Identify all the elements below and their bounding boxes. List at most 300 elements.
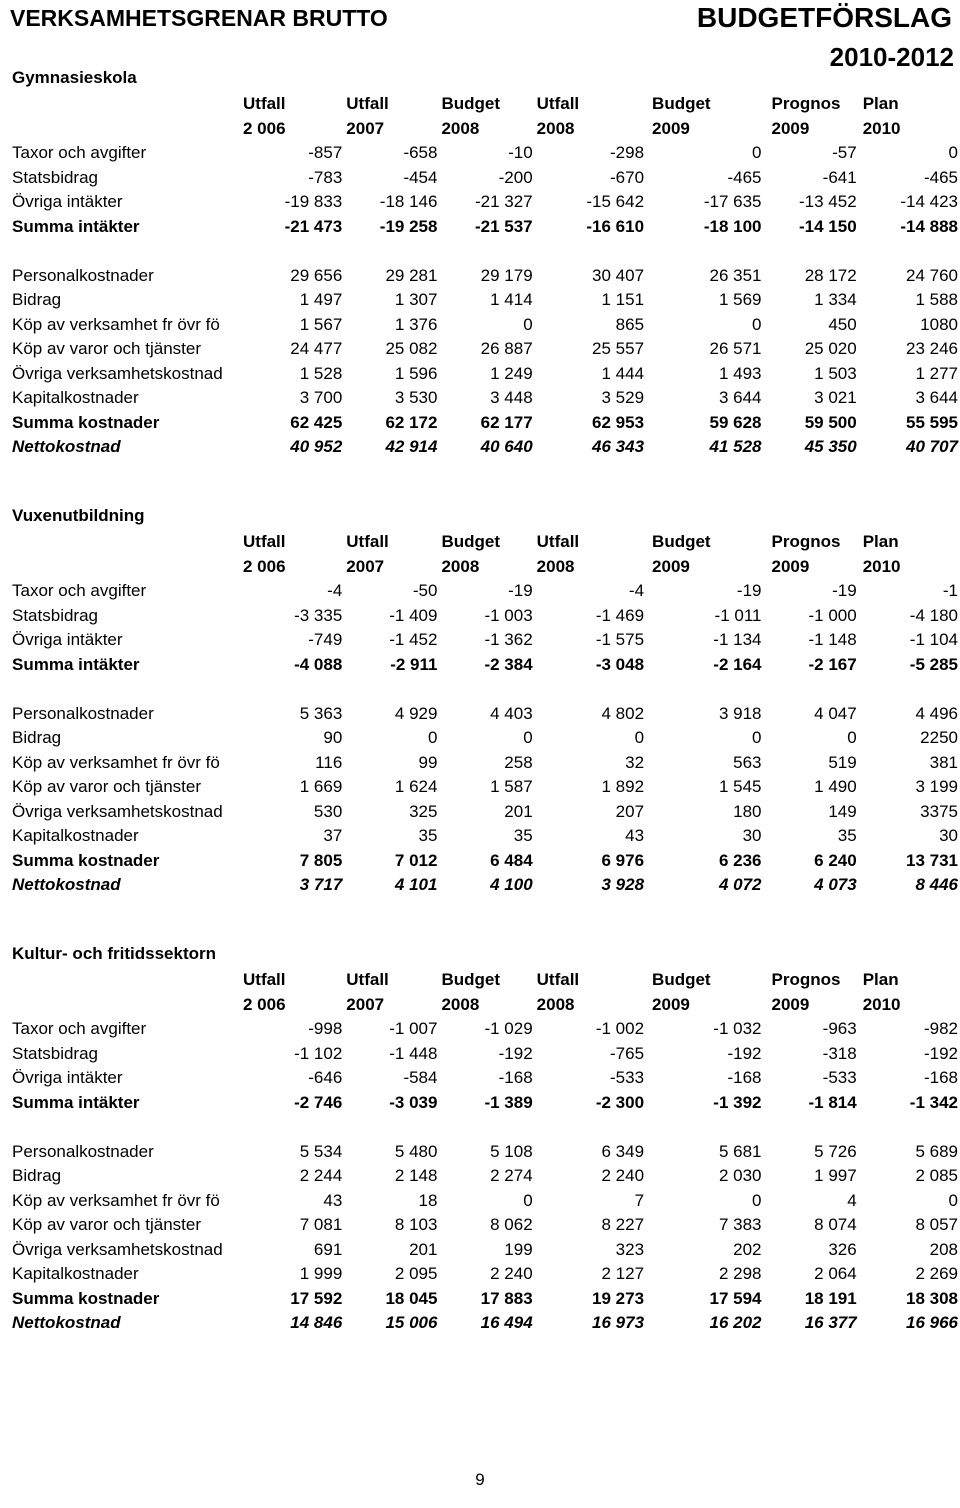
page-number: 9 (475, 1470, 485, 1489)
table-cell: 1 490 (814, 777, 857, 796)
table-row (0, 362, 960, 387)
table-cell: 4 802 (601, 703, 645, 723)
table-cell: 5 726 (814, 1141, 857, 1161)
table-cell: 62 172 (385, 412, 438, 432)
table-cell: 0 (752, 143, 762, 162)
column-header-year: 2008 (536, 994, 575, 1014)
table-cell: -658 (403, 143, 438, 162)
table-cell: 2 095 (394, 1264, 438, 1283)
table-cell: -533 (822, 1068, 857, 1087)
table-cell: 0 (752, 728, 762, 747)
table-cell: 5 681 (718, 1141, 762, 1161)
table-cell: 2250 (920, 728, 958, 747)
column-header-type: Utfall (243, 970, 286, 989)
column-header-year: 2 006 (243, 556, 286, 576)
header-row (0, 117, 960, 142)
table-cell: 45 350 (804, 437, 857, 456)
column-header-type: Utfall (536, 970, 580, 989)
table-cell: 40 707 (906, 437, 958, 456)
table-cell: 1 999 (299, 1264, 343, 1283)
table-cell: 1 151 (601, 290, 645, 309)
spacer-cell (0, 239, 960, 264)
column-header-year: 2009 (771, 994, 810, 1014)
table-cell: 6 236 (718, 850, 762, 870)
table-cell: -18 146 (379, 192, 438, 211)
table-cell: 55 595 (906, 412, 958, 432)
column-header-year: 2007 (346, 556, 385, 576)
table-cell: 530 (313, 801, 343, 821)
table-row (0, 1042, 960, 1067)
table-cell: 13 731 (906, 850, 958, 870)
row-label: Summa kostnader (12, 412, 160, 432)
table-cell: 5 108 (490, 1141, 533, 1161)
row-label: Övriga verksamhetskostnad (12, 363, 223, 383)
table-cell: 26 571 (709, 339, 762, 358)
table-cell: 32 (625, 752, 645, 772)
table-cell: 0 (752, 1190, 762, 1210)
table-cell: 26 887 (480, 339, 533, 358)
table-cell: 519 (828, 752, 857, 772)
column-header-year: 2008 (536, 118, 575, 138)
column-header-year: 2 006 (243, 118, 286, 138)
net-cost-row (0, 435, 960, 460)
row-label: Nettokostnad (12, 437, 121, 456)
table-cell: 62 953 (592, 412, 645, 432)
table-cell: -465 (727, 167, 762, 187)
table-row (0, 1213, 960, 1238)
column-header-type: Budget (441, 94, 501, 113)
table-cell: 8 227 (601, 1215, 645, 1234)
table-cell: 30 (939, 826, 958, 845)
header-blank (0, 530, 241, 555)
table-row (0, 1189, 960, 1214)
column-header-type: Utfall (346, 532, 389, 551)
row-label: Personalkostnader (12, 1141, 154, 1161)
table-cell: 4 496 (915, 703, 958, 723)
budget-table (0, 92, 960, 460)
header-row (0, 92, 960, 117)
table-row (0, 166, 960, 191)
table-cell: 16 202 (709, 1313, 762, 1332)
table-cell: -21 537 (474, 216, 533, 236)
table-cell: -1 469 (595, 605, 645, 625)
spacer-cell (0, 677, 960, 702)
table-cell: 1 503 (814, 363, 857, 383)
table-cell: 1 596 (394, 363, 438, 383)
table-cell: 1 376 (394, 314, 438, 334)
table-cell: -192 (923, 1043, 958, 1063)
budget-table (0, 968, 960, 1336)
table-cell: 450 (828, 314, 857, 334)
table-cell: 1 545 (718, 777, 762, 796)
table-cell: 29 179 (480, 265, 533, 285)
header-blank (0, 968, 241, 993)
table-cell: 1 414 (490, 290, 533, 309)
table-cell: 7 081 (299, 1215, 343, 1234)
table-cell: -1 002 (595, 1019, 645, 1038)
table-cell: -5 285 (909, 654, 958, 674)
header-blank (0, 555, 241, 580)
table-cell: -1 389 (484, 1092, 533, 1112)
row-label: Summa intäkter (12, 216, 140, 236)
column-header-year: 2008 (536, 556, 575, 576)
section-2 (0, 944, 960, 1374)
row-label: Summa intäkter (12, 1092, 140, 1112)
table-cell: 41 528 (709, 437, 762, 456)
table-cell: 18 045 (385, 1288, 438, 1308)
table-cell: 258 (504, 752, 533, 772)
table-cell: 24 760 (906, 265, 958, 285)
table-cell: 6 349 (601, 1141, 645, 1161)
table-cell: -1 575 (595, 630, 645, 649)
table-cell: 3 918 (718, 703, 762, 723)
table-cell: 1 334 (814, 290, 857, 309)
table-cell: -15 642 (586, 192, 645, 211)
table-cell: -1 362 (484, 630, 533, 649)
table-cell: 3 021 (814, 388, 857, 407)
table-cell: 16 377 (804, 1313, 857, 1332)
table-cell: -1 409 (389, 605, 438, 625)
header-row (0, 993, 960, 1018)
section-1 (0, 506, 960, 936)
table-cell: 2 030 (718, 1166, 762, 1185)
table-cell: 3 717 (299, 875, 343, 894)
table-cell: 99 (418, 752, 438, 772)
table-cell: -1 000 (808, 605, 857, 625)
header-blank (0, 92, 241, 117)
table-cell: -998 (308, 1019, 343, 1038)
table-cell: -21 327 (474, 192, 533, 211)
table-cell: 25 557 (592, 339, 645, 358)
table-cell: 4 047 (814, 703, 857, 723)
table-cell: -192 (498, 1043, 533, 1063)
column-header-type: Utfall (243, 532, 286, 551)
table-cell: -168 (727, 1068, 762, 1087)
row-label: Köp av verksamhet fr övr fö (12, 314, 220, 334)
row-label: Köp av verksamhet fr övr fö (12, 1190, 220, 1210)
row-label: Övriga verksamhetskostnad (12, 1239, 223, 1259)
table-cell: -1 814 (808, 1092, 857, 1112)
table-cell: 25 082 (385, 339, 438, 358)
table-cell: 2 244 (299, 1166, 343, 1185)
column-header-year: 2010 (862, 994, 901, 1014)
table-cell: 199 (504, 1239, 533, 1259)
table-cell: 0 (523, 728, 533, 747)
table-cell: -57 (832, 143, 857, 162)
table-cell: 37 (323, 826, 343, 845)
table-cell: 0 (428, 728, 438, 747)
table-row (0, 1140, 960, 1165)
header-row (0, 555, 960, 580)
column-header-year: 2009 (771, 118, 810, 138)
table-cell: 18 191 (804, 1288, 857, 1308)
row-label: Nettokostnad (12, 1313, 121, 1332)
table-cell: 1 493 (718, 363, 762, 383)
table-cell: 3 928 (601, 875, 645, 894)
table-cell: -1 448 (389, 1043, 438, 1063)
table-cell: 28 172 (804, 265, 857, 285)
table-cell: 4 100 (490, 875, 533, 894)
column-header-type: Prognos (771, 94, 841, 113)
table-cell: -168 (498, 1068, 533, 1087)
table-cell: 7 (634, 1190, 645, 1210)
table-cell: 6 240 (814, 850, 857, 870)
table-cell: 4 073 (814, 875, 857, 894)
table-cell: -2 911 (390, 654, 438, 674)
row-label: Statsbidrag (12, 605, 98, 625)
table-cell: 5 480 (394, 1141, 438, 1161)
table-cell: 40 640 (480, 437, 533, 456)
table-row (0, 1066, 960, 1091)
table-cell: 326 (828, 1239, 857, 1259)
table-row (0, 1238, 960, 1263)
row-label: Köp av varor och tjänster (12, 339, 201, 358)
table-cell: 8 057 (915, 1215, 958, 1234)
table-cell: 1 892 (601, 777, 645, 796)
table-cell: 202 (733, 1239, 762, 1259)
table-cell: -1 148 (808, 630, 857, 649)
row-label: Kapitalkostnader (12, 388, 139, 407)
table-cell: 90 (323, 728, 343, 747)
table-cell: 381 (929, 752, 958, 772)
table-cell: 3 700 (299, 388, 343, 407)
net-cost-row (0, 873, 960, 898)
table-cell: 18 308 (906, 1288, 958, 1308)
table-cell: 42 914 (385, 437, 438, 456)
row-label: Övriga intäkter (12, 1068, 123, 1087)
table-cell: 3 529 (601, 388, 645, 407)
table-cell: 0 (752, 314, 762, 334)
table-cell: -21 473 (284, 216, 343, 236)
table-cell: -646 (308, 1068, 343, 1087)
table-cell: -19 (736, 581, 762, 600)
table-cell: 207 (615, 801, 645, 821)
table-cell: 2 240 (601, 1166, 645, 1185)
table-row (0, 824, 960, 849)
table-row (0, 604, 960, 629)
table-cell: 1080 (920, 314, 958, 334)
row-label: Personalkostnader (12, 703, 154, 723)
column-header-year: 2009 (652, 556, 690, 576)
table-cell: 17 592 (290, 1288, 343, 1308)
table-cell: 563 (733, 752, 762, 772)
cost-sum-row (0, 849, 960, 874)
column-header-type: Utfall (346, 94, 389, 113)
cost-sum-row (0, 411, 960, 436)
column-header-type: Budget (441, 970, 501, 989)
table-cell: 43 (625, 826, 645, 845)
table-cell: 62 177 (480, 412, 533, 432)
table-cell: -3 039 (389, 1092, 438, 1112)
table-cell: -1 007 (389, 1019, 438, 1038)
table-cell: -14 423 (900, 192, 958, 211)
row-label: Bidrag (12, 290, 62, 309)
table-cell: -533 (610, 1068, 645, 1087)
table-cell: -2 384 (484, 654, 533, 674)
table-row (0, 751, 960, 776)
table-cell: -1 104 (909, 630, 958, 649)
row-label: Övriga intäkter (12, 192, 123, 211)
table-cell: 43 (323, 1190, 343, 1210)
spacer-row (0, 239, 960, 264)
table-cell: -1 032 (713, 1019, 762, 1038)
row-label: Summa kostnader (12, 850, 160, 870)
row-label: Köp av varor och tjänster (12, 1215, 201, 1234)
table-cell: 14 846 (290, 1313, 343, 1332)
table-cell: -1 392 (713, 1092, 762, 1112)
document-title: VERKSAMHETSGRENAR BRUTTO (10, 5, 388, 31)
row-label: Köp av verksamhet fr övr fö (12, 752, 220, 772)
table-cell: 35 (513, 826, 533, 845)
row-label: Statsbidrag (12, 1043, 98, 1063)
table-cell: -4 (327, 581, 343, 600)
income-sum-row (0, 215, 960, 240)
column-header-type: Utfall (536, 532, 580, 551)
table-row (0, 800, 960, 825)
table-cell: 325 (409, 801, 438, 821)
table-cell: 17 594 (709, 1288, 762, 1308)
table-row (0, 141, 960, 166)
table-cell: 116 (315, 752, 343, 772)
section-name: Vuxenutbildning (12, 506, 145, 525)
table-cell: 201 (409, 1239, 438, 1259)
table-cell: 0 (523, 1190, 533, 1210)
table-cell: 0 (523, 314, 533, 334)
table-cell: 1 587 (490, 777, 533, 796)
table-cell: -3 335 (294, 605, 343, 625)
table-cell: 0 (948, 1190, 958, 1210)
section-name: Kultur- och fritidssektorn (12, 944, 217, 963)
table-cell: 0 (634, 728, 645, 747)
table-row (0, 702, 960, 727)
header-row (0, 968, 960, 993)
table-cell: -168 (923, 1068, 958, 1087)
table-cell: -4 180 (909, 605, 958, 625)
table-cell: -1 102 (294, 1043, 343, 1063)
column-header-year: 2008 (441, 556, 480, 576)
column-header-year: 2009 (652, 118, 690, 138)
table-cell: -783 (308, 167, 343, 187)
table-cell: 59 500 (804, 412, 857, 432)
table-cell: 7 805 (299, 850, 343, 870)
budget-years: 2010-2012 (829, 42, 954, 72)
table-cell: 29 656 (290, 265, 343, 285)
table-cell: 6 976 (601, 850, 645, 870)
table-cell: 1 567 (299, 314, 343, 334)
table-cell: -19 (508, 581, 533, 600)
table-row (0, 726, 960, 751)
table-row (0, 628, 960, 653)
table-cell: -19 (832, 581, 857, 600)
table-cell: 3375 (920, 801, 958, 821)
table-cell: 201 (504, 801, 533, 821)
table-cell: -670 (610, 167, 645, 187)
section-0 (0, 68, 960, 498)
column-header-year: 2010 (862, 118, 901, 138)
row-label: Nettokostnad (12, 875, 121, 894)
table-cell: -318 (822, 1043, 857, 1063)
column-header-type: Budget (652, 532, 711, 551)
table-row (0, 386, 960, 411)
table-cell: 1 249 (490, 363, 533, 383)
table-cell: -2 300 (595, 1092, 645, 1112)
spacer-cell (0, 1115, 960, 1140)
row-label: Övriga verksamhetskostnad (12, 801, 223, 821)
table-cell: -765 (610, 1043, 645, 1063)
column-header-year: 2010 (862, 556, 901, 576)
table-cell: 8 446 (915, 875, 958, 894)
section-name: Gymnasieskola (12, 68, 137, 87)
table-cell: -2 746 (294, 1092, 343, 1112)
table-cell: -963 (822, 1019, 857, 1038)
table-cell: -19 258 (379, 216, 438, 236)
table-cell: -2 164 (713, 654, 762, 674)
row-label: Statsbidrag (12, 167, 98, 187)
cost-sum-row (0, 1287, 960, 1312)
table-cell: -1 342 (909, 1092, 958, 1112)
table-cell: 15 006 (385, 1313, 438, 1332)
row-label: Summa intäkter (12, 654, 140, 674)
table-cell: 2 085 (915, 1166, 958, 1185)
table-cell: 2 064 (814, 1264, 857, 1283)
table-cell: 30 407 (592, 265, 645, 285)
column-header-type: Prognos (771, 532, 841, 551)
column-header-type: Plan (862, 94, 899, 113)
table-cell: 4 403 (490, 703, 533, 723)
table-cell: 23 246 (906, 339, 958, 358)
table-cell: 208 (929, 1239, 958, 1259)
table-cell: 2 274 (490, 1166, 533, 1185)
table-cell: 3 199 (915, 777, 958, 796)
table-cell: -13 452 (799, 192, 857, 211)
row-label: Taxor och avgifter (12, 581, 147, 600)
table-cell: 1 569 (718, 290, 762, 309)
table-row (0, 579, 960, 604)
table-cell: 2 269 (915, 1264, 958, 1283)
table-cell: 35 (418, 826, 438, 845)
table-cell: 19 273 (592, 1288, 645, 1308)
column-header-type: Budget (652, 970, 711, 989)
column-header-type: Prognos (771, 970, 841, 989)
table-cell: -19 833 (284, 192, 343, 211)
income-sum-row (0, 653, 960, 678)
table-cell: 3 644 (915, 388, 958, 407)
table-cell: 8 103 (394, 1215, 438, 1234)
table-cell: -1 (942, 581, 958, 600)
table-row (0, 1164, 960, 1189)
table-cell: 29 281 (385, 265, 438, 285)
table-cell: -2 167 (808, 654, 857, 674)
table-cell: 2 127 (601, 1264, 645, 1283)
table-cell: 6 484 (490, 850, 533, 870)
table-cell: 7 383 (718, 1215, 762, 1234)
table-cell: -1 029 (484, 1019, 533, 1038)
table-cell: -17 635 (703, 192, 762, 211)
table-cell: -18 100 (703, 216, 762, 236)
table-cell: -200 (498, 167, 533, 187)
table-cell: -857 (308, 143, 343, 162)
table-cell: 1 307 (394, 290, 438, 309)
table-cell: 3 448 (490, 388, 533, 407)
table-cell: -16 610 (586, 216, 645, 236)
table-cell: 2 298 (718, 1264, 762, 1283)
table-cell: 1 497 (299, 290, 343, 309)
table-cell: -50 (412, 581, 438, 600)
table-cell: -465 (923, 167, 958, 187)
table-cell: 24 477 (290, 339, 343, 358)
column-header-type: Utfall (243, 94, 286, 113)
table-cell: 16 494 (480, 1313, 533, 1332)
